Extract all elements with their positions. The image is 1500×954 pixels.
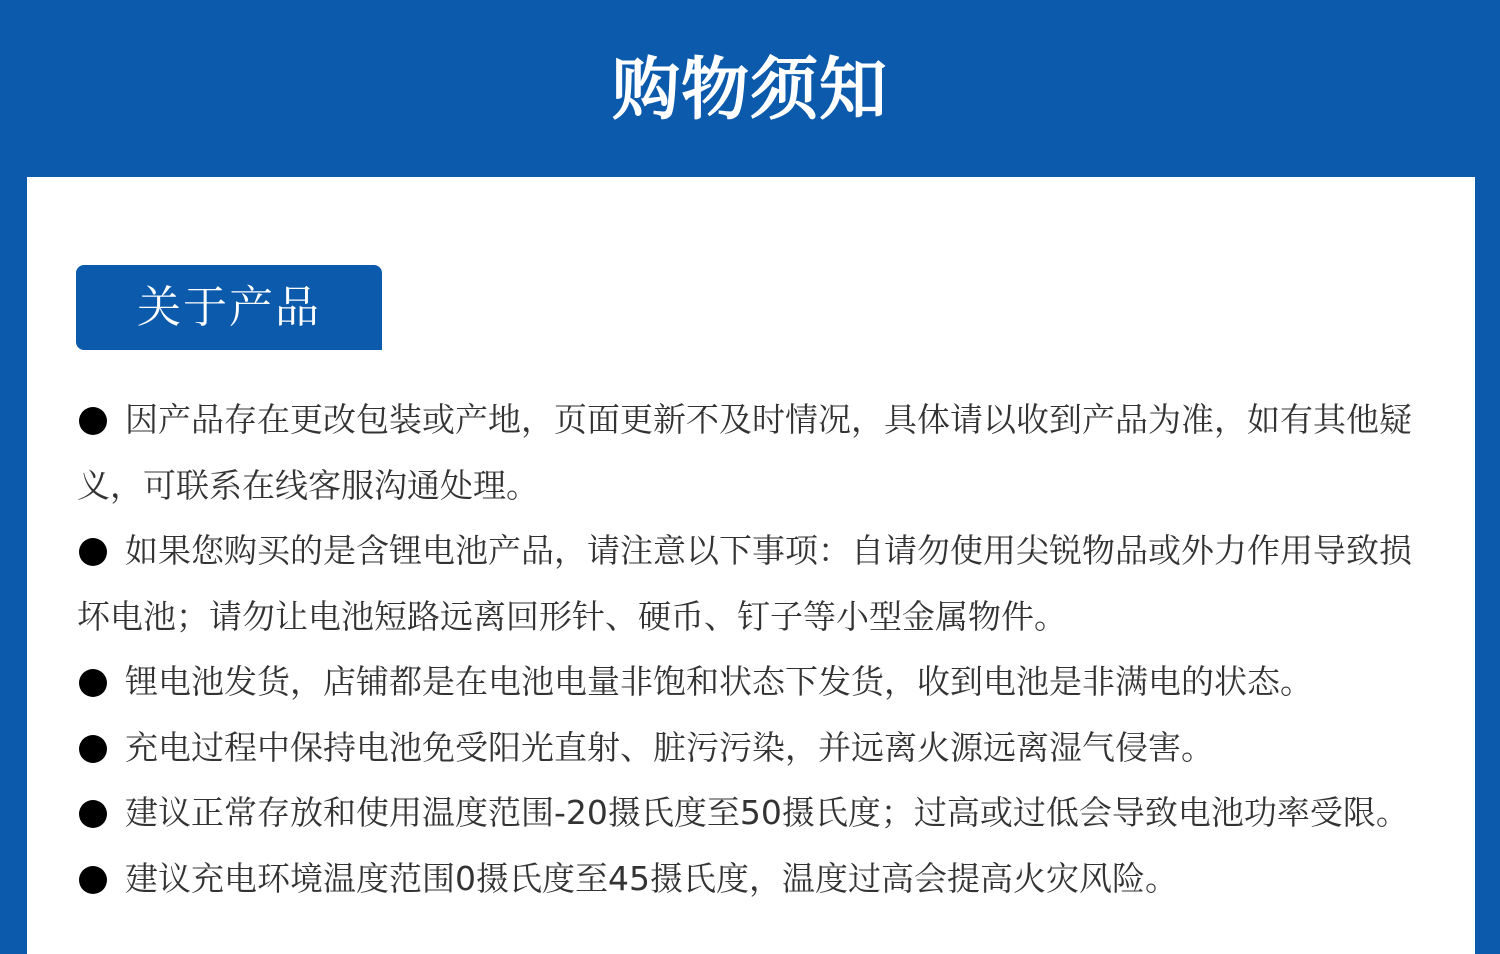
bullet-icon <box>79 538 107 566</box>
notice-text: 充电过程中保持电池免受阳光直射、脏污污染，并远离火源远离湿气侵害。 <box>125 727 1214 767</box>
notice-item <box>77 715 1429 781</box>
notice-item <box>77 846 1429 912</box>
notice-text: 建议充电环境温度范围0摄氏度至45摄氏度，温度过高会提高火灾风险。 <box>125 858 1178 898</box>
notice-text: 因产品存在更改包装或产地，页面更新不及时情况，具体请以收到产品为准，如有其他疑义，可联系在线客服沟通处理。 <box>77 400 1412 505</box>
content-panel <box>27 177 1475 954</box>
notice-list <box>77 387 1429 911</box>
bullet-icon <box>79 800 107 828</box>
notice-item <box>77 518 1429 649</box>
bullet-icon <box>79 407 107 435</box>
notice-text: 锂电池发货，店铺都是在电池电量非饱和状态下发货，收到电池是非满电的状态。 <box>125 662 1313 701</box>
bullet-icon <box>79 735 107 763</box>
bullet-icon <box>79 669 107 697</box>
notice-item <box>77 387 1429 518</box>
notice-text: 如果您购买的是含锂电池产品，请注意以下事项：自请勿使用尖锐物品或外力作用导致损坏电池；请勿让电池短路远离回形针、硬币、钉子等小型金属物件。 <box>77 531 1412 636</box>
notice-text: 建议正常存放和使用温度范围-20摄氏度至50摄氏度；过高或过低会导致电池功率受限。 <box>125 793 1409 832</box>
bullet-icon <box>79 866 107 894</box>
page-title: 购物须知 <box>611 51 888 130</box>
section-tab-about-product: 关于产品 <box>76 265 382 350</box>
notice-item <box>77 780 1429 846</box>
notice-item <box>77 649 1429 715</box>
